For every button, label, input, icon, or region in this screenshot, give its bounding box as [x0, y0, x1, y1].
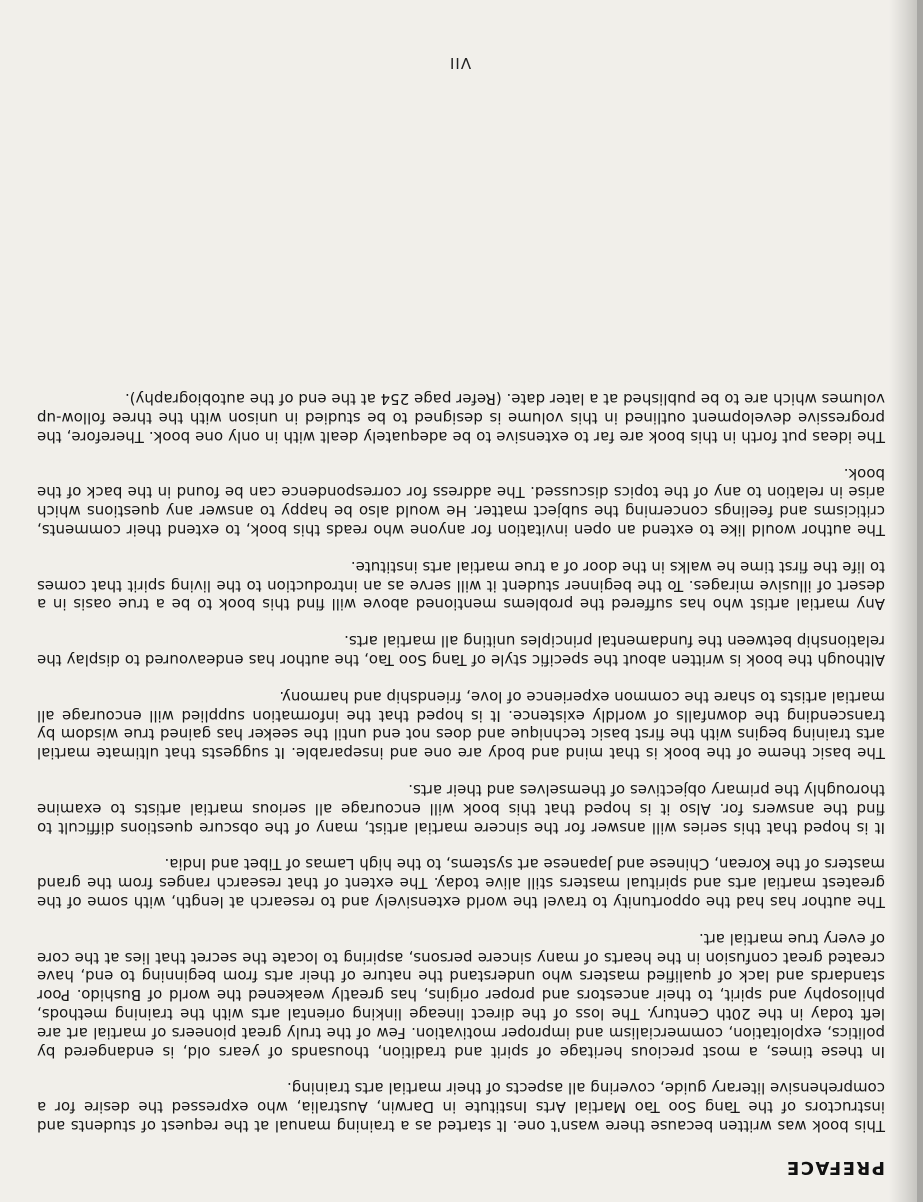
paragraph-6: Although the book is written about the specific style of Tang Soo Tao, the author has endeavoured to display the relationship between the fundamental principles uniting all martial arts.	[37, 632, 885, 670]
paragraph-5: The basic theme of the book is that mind and body are one and inseparable. It suggests that ultimate martial arts training begins with the first basic technique and does not end until the seeker has gained true wisdom by transcending the downfalls of worldly existence. It is hoped that the information supplied will encourage all martial artists to share the common experience of love, friendship and harmony.	[37, 687, 885, 763]
page-heading: PREFACE	[785, 1157, 885, 1178]
paragraph-8: The author would like to extend an open invitation for anyone who reads this book, to extend their comments, criticisms and feelings concerning the subject matter. He would also be happy to answer any questions which arise in relation to any of the topics discussed. The address for correspondence can be found in the back of the book.	[37, 464, 885, 540]
paragraph-3: The author has had the opportunity to travel the world extensively and to research at length, with some of the greatest martial arts and spiritual masters still alive today. The extent of that research ranges from the grand masters of the Korean, Chinese and Japanese art systems, to the high Lamas of Tibet and India.	[37, 855, 885, 912]
paragraph-9: The ideas put forth in this book are far to extensive to be adequately dealt with in only one book. Therefore, the progressive development outlined in this volume is designed to be studied in unison with the three follow-up volumes which are to be published at a later date. (Refer page 254 at the end of the autobiography).	[37, 390, 885, 446]
paragraph-2: In these times, a most precious heritage of spirit and tradition, thousands of years old, is endangered by politics, exploitation, commercialism and improper motivation. Few of the truly great pioneers of martial art are left today in the 20th Century. The loss of the direct lineage linking oriental arts with the training methods, philosophy and spirit, to their ancestors and proper origins, has greatly weakened the world of Bushido. Poor standards and lack of qualified masters who understand the nature of their arts from beginning to end, have created great confusion in the hearts of many sincere persons, aspiring to locate the secret that lies at the core of every true martial art.	[37, 929, 885, 1061]
preface-body	[37, 372, 885, 1136]
paragraph-7: Any martial artist who has suffered the problems mentioned above will find this book to be a true oasis in a desert of illusive mirages. To the beginner student it will serve as an introduction to the living spirit that comes to life the first time he walks in the door of a true martial arts institute.	[37, 557, 885, 614]
paragraph-4: It is hoped that this series will answer for the sincere martial artist, many of the obscure questions difficult to find the answers for. Also it is hoped that this book will encourage all serious martial artists to examine thoroughly the primary objectives of themselves and their arts.	[37, 781, 885, 837]
paragraph-1: This book was written because there wasn't one. It started as a training manual at the request of students and instructors of the Tang Soo Tao Martial Arts Institute in Darwin, Australia, who expressed the desire for a comprehensive literary guide, covering all aspects of their martial arts training.	[37, 1079, 885, 1135]
page-number: VII	[448, 54, 472, 72]
